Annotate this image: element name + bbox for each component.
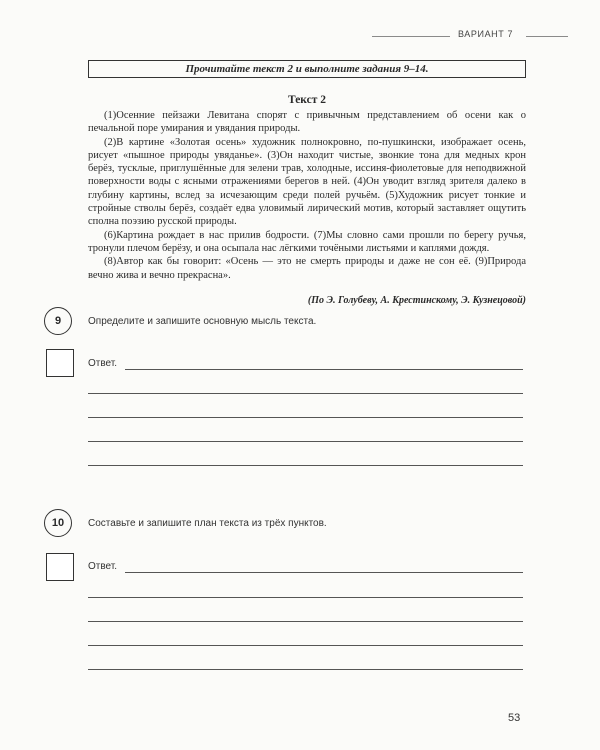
- text-title: Текст 2: [287, 94, 327, 106]
- variant-label: ВАРИАНТ 7: [458, 29, 514, 39]
- task-9-answer-line[interactable]: [88, 393, 523, 394]
- text-source: (По Э. Голубеву, А. Крестинскому, Э. Кузнецовой): [307, 295, 526, 306]
- task-10-answer-line[interactable]: [125, 572, 523, 573]
- task-9-answer-line[interactable]: [88, 417, 523, 418]
- task-9-number: 9: [44, 307, 72, 335]
- page-number: 53: [508, 712, 521, 724]
- task-10-answer-line[interactable]: [88, 597, 523, 598]
- task-10-prompt: Составьте и запишите план текста из трёх пунктов.: [88, 518, 327, 529]
- task-9-answer-line[interactable]: [88, 441, 523, 442]
- task-10-answer-label: Ответ.: [88, 561, 118, 572]
- text-paragraph: (1)Осенние пейзажи Левитана спорят с привычным представлением об осени как о печальной поре умирания и увядания природы.: [88, 110, 526, 135]
- text-body: [88, 109, 526, 282]
- task-10-answer-line[interactable]: [88, 621, 523, 622]
- text-paragraph: (6)Картина рождает в нас прилив бодрости. (7)Мы словно сами прошли по берегу ручья, тронули плечом берёзу, и она осыпала нас лёгкими точёными листьями и каплями дождя.: [88, 229, 526, 254]
- task-10-number: 10: [44, 509, 72, 537]
- task-9-answer-box[interactable]: [46, 349, 74, 377]
- task-10-answer-line[interactable]: [88, 645, 523, 646]
- header-rule-left: [372, 36, 450, 37]
- task-9-answer-line[interactable]: [125, 369, 523, 370]
- task-9-answer-label: Ответ.: [88, 358, 118, 369]
- task-9-answer-line[interactable]: [88, 465, 523, 466]
- text-paragraph: (8)Автор как бы говорит: «Осень — это не смерть природы и даже не сон её. (9)Природа вечно жива и вечно прекрасна».: [88, 256, 526, 281]
- variant-header: [372, 28, 568, 44]
- instruction-box: Прочитайте текст 2 и выполните задания 9–14.: [88, 60, 526, 78]
- task-9-prompt: Определите и запишите основную мысль текста.: [88, 316, 317, 327]
- text-paragraph: (2)В картине «Золотая осень» художник полнокровно, по-пушкински, изображает осень, рисует «пышное природы увяданье». (3)Он находит чистые, звонкие тона для медных крон берёз, тусклые, приглушённые для зелени трав, холодные, иссиня-фиолетовые для неподвижной поверхности воды с ясными отражениями берегов в ней. (4)Он уводит взгляд зрителя далеко в глубину картины, вслед за исчезающим среди полей ручьём. (5)Художник рисует тонкие и стройные стволы берёз, создаёт едва уловимый лирический мотив, который заставляет ощутить сполна поэзию русской природы.: [88, 136, 526, 228]
- task-10-answer-line[interactable]: [88, 669, 523, 670]
- task-10-answer-box[interactable]: [46, 553, 74, 581]
- header-rule-right: [526, 36, 568, 37]
